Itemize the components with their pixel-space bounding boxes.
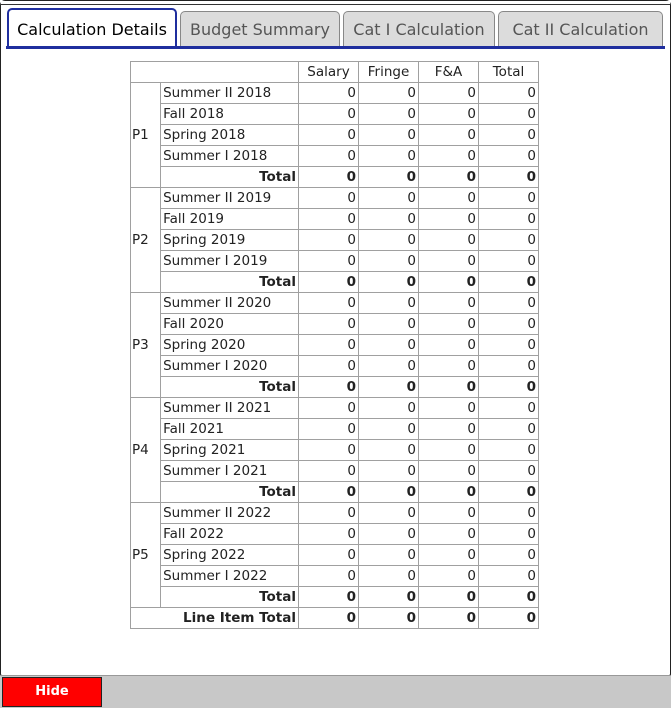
- group-total-value: 0: [479, 377, 539, 398]
- value-cell: 0: [299, 356, 359, 377]
- period-label: Spring 2019: [161, 230, 299, 251]
- value-cell: 0: [359, 230, 419, 251]
- value-cell: 0: [419, 104, 479, 125]
- group-total-value: 0: [299, 377, 359, 398]
- period-label: Fall 2021: [161, 419, 299, 440]
- value-cell: 0: [299, 398, 359, 419]
- header-blank-cell: [131, 62, 299, 83]
- value-cell: 0: [479, 419, 539, 440]
- period-group-label: P4: [131, 398, 161, 503]
- value-cell: 0: [479, 503, 539, 524]
- table-row: [131, 419, 539, 440]
- period-group-label: P5: [131, 503, 161, 608]
- group-total-row: [131, 272, 539, 293]
- column-header-fa: F&A: [419, 62, 479, 83]
- value-cell: 0: [419, 125, 479, 146]
- value-cell: 0: [479, 440, 539, 461]
- value-cell: 0: [419, 251, 479, 272]
- value-cell: 0: [359, 398, 419, 419]
- value-cell: 0: [359, 209, 419, 230]
- group-total-row: [131, 377, 539, 398]
- table-row: [131, 230, 539, 251]
- value-cell: 0: [419, 335, 479, 356]
- group-total-row: [131, 167, 539, 188]
- column-header-salary: Salary: [299, 62, 359, 83]
- hide-button[interactable]: Hide: [2, 677, 102, 707]
- tab-cat-ii-calculation[interactable]: Cat II Calculation: [498, 11, 663, 46]
- value-cell: 0: [299, 251, 359, 272]
- column-header-fringe: Fringe: [359, 62, 419, 83]
- group-total-value: 0: [419, 587, 479, 608]
- column-header-total: Total: [479, 62, 539, 83]
- group-total-value: 0: [359, 482, 419, 503]
- value-cell: 0: [299, 293, 359, 314]
- value-cell: 0: [299, 335, 359, 356]
- table-header-row: [131, 62, 539, 83]
- value-cell: 0: [419, 398, 479, 419]
- group-total-value: 0: [299, 272, 359, 293]
- value-cell: 0: [359, 503, 419, 524]
- table-row: [131, 398, 539, 419]
- table-row: [131, 356, 539, 377]
- table-row: [131, 146, 539, 167]
- value-cell: 0: [359, 545, 419, 566]
- group-total-value: 0: [359, 587, 419, 608]
- line-item-total-value: 0: [479, 608, 539, 629]
- value-cell: 0: [419, 419, 479, 440]
- group-total-value: 0: [479, 167, 539, 188]
- period-group-label: P3: [131, 293, 161, 398]
- group-total-value: 0: [299, 482, 359, 503]
- group-total-label: Total: [161, 272, 299, 293]
- tab-bar: [1, 1, 670, 47]
- table-row: [131, 503, 539, 524]
- tab-cat-i-calculation[interactable]: Cat I Calculation: [343, 11, 495, 46]
- period-label: Spring 2018: [161, 125, 299, 146]
- value-cell: 0: [299, 440, 359, 461]
- value-cell: 0: [359, 251, 419, 272]
- group-total-label: Total: [161, 167, 299, 188]
- table-row: [131, 251, 539, 272]
- period-label: Summer II 2022: [161, 503, 299, 524]
- table-row: [131, 125, 539, 146]
- value-cell: 0: [299, 566, 359, 587]
- group-total-row: [131, 482, 539, 503]
- value-cell: 0: [479, 230, 539, 251]
- value-cell: 0: [299, 524, 359, 545]
- value-cell: 0: [299, 314, 359, 335]
- value-cell: 0: [359, 314, 419, 335]
- tab-bar-top-border: [1, 4, 670, 5]
- value-cell: 0: [419, 524, 479, 545]
- value-cell: 0: [299, 146, 359, 167]
- value-cell: 0: [299, 461, 359, 482]
- value-cell: 0: [419, 314, 479, 335]
- table-row: [131, 566, 539, 587]
- value-cell: 0: [479, 125, 539, 146]
- value-cell: 0: [359, 440, 419, 461]
- table-row: [131, 314, 539, 335]
- tab-bar-underline: [6, 46, 665, 49]
- group-total-value: 0: [359, 167, 419, 188]
- period-label: Summer I 2022: [161, 566, 299, 587]
- table-row: [131, 188, 539, 209]
- line-item-total-value: 0: [359, 608, 419, 629]
- table-row: [131, 545, 539, 566]
- group-total-value: 0: [419, 377, 479, 398]
- period-label: Fall 2022: [161, 524, 299, 545]
- value-cell: 0: [479, 356, 539, 377]
- period-label: Fall 2019: [161, 209, 299, 230]
- value-cell: 0: [299, 104, 359, 125]
- value-cell: 0: [419, 83, 479, 104]
- value-cell: 0: [479, 524, 539, 545]
- value-cell: 0: [359, 83, 419, 104]
- period-label: Summer II 2021: [161, 398, 299, 419]
- value-cell: 0: [419, 356, 479, 377]
- group-total-value: 0: [479, 587, 539, 608]
- group-total-value: 0: [299, 167, 359, 188]
- value-cell: 0: [299, 125, 359, 146]
- value-cell: 0: [419, 209, 479, 230]
- group-total-value: 0: [359, 272, 419, 293]
- value-cell: 0: [359, 146, 419, 167]
- value-cell: 0: [479, 146, 539, 167]
- value-cell: 0: [419, 188, 479, 209]
- calculation-details-table: [130, 61, 539, 629]
- period-label: Spring 2021: [161, 440, 299, 461]
- group-total-label: Total: [161, 587, 299, 608]
- table-row: [131, 461, 539, 482]
- group-total-label: Total: [161, 482, 299, 503]
- value-cell: 0: [479, 566, 539, 587]
- value-cell: 0: [419, 566, 479, 587]
- value-cell: 0: [479, 461, 539, 482]
- period-label: Spring 2022: [161, 545, 299, 566]
- line-item-total-value: 0: [419, 608, 479, 629]
- line-item-total-row: [131, 608, 539, 629]
- group-total-value: 0: [479, 482, 539, 503]
- value-cell: 0: [419, 440, 479, 461]
- value-cell: 0: [419, 545, 479, 566]
- value-cell: 0: [299, 209, 359, 230]
- value-cell: 0: [479, 335, 539, 356]
- group-total-row: [131, 587, 539, 608]
- footer-bar: [0, 675, 671, 708]
- period-label: Summer I 2018: [161, 146, 299, 167]
- value-cell: 0: [359, 419, 419, 440]
- table-row: [131, 293, 539, 314]
- period-group-label: P2: [131, 188, 161, 293]
- value-cell: 0: [359, 356, 419, 377]
- value-cell: 0: [299, 545, 359, 566]
- value-cell: 0: [359, 293, 419, 314]
- value-cell: 0: [479, 209, 539, 230]
- value-cell: 0: [419, 293, 479, 314]
- group-total-value: 0: [419, 272, 479, 293]
- tab-calculation-details[interactable]: Calculation Details: [7, 8, 177, 46]
- value-cell: 0: [479, 314, 539, 335]
- group-total-value: 0: [299, 587, 359, 608]
- period-label: Fall 2020: [161, 314, 299, 335]
- value-cell: 0: [419, 230, 479, 251]
- value-cell: 0: [299, 503, 359, 524]
- table-body: [131, 83, 539, 629]
- table-row: [131, 104, 539, 125]
- value-cell: 0: [479, 293, 539, 314]
- group-total-label: Total: [161, 377, 299, 398]
- table-row: [131, 209, 539, 230]
- value-cell: 0: [479, 545, 539, 566]
- table-row: [131, 335, 539, 356]
- value-cell: 0: [359, 566, 419, 587]
- table-row: [131, 83, 539, 104]
- period-label: Summer I 2019: [161, 251, 299, 272]
- period-label: Fall 2018: [161, 104, 299, 125]
- period-label: Summer I 2021: [161, 461, 299, 482]
- period-label: Summer I 2020: [161, 356, 299, 377]
- value-cell: 0: [479, 83, 539, 104]
- group-total-value: 0: [419, 167, 479, 188]
- line-item-total-label: Line Item Total: [131, 608, 299, 629]
- value-cell: 0: [299, 188, 359, 209]
- value-cell: 0: [359, 104, 419, 125]
- value-cell: 0: [419, 461, 479, 482]
- period-label: Spring 2020: [161, 335, 299, 356]
- value-cell: 0: [299, 83, 359, 104]
- period-group-label: P1: [131, 83, 161, 188]
- table-row: [131, 524, 539, 545]
- period-label: Summer II 2019: [161, 188, 299, 209]
- value-cell: 0: [479, 398, 539, 419]
- table-row: [131, 440, 539, 461]
- value-cell: 0: [359, 335, 419, 356]
- period-label: Summer II 2020: [161, 293, 299, 314]
- value-cell: 0: [359, 125, 419, 146]
- tab-budget-summary[interactable]: Budget Summary: [180, 11, 340, 46]
- value-cell: 0: [359, 461, 419, 482]
- group-total-value: 0: [479, 272, 539, 293]
- value-cell: 0: [359, 524, 419, 545]
- value-cell: 0: [299, 419, 359, 440]
- value-cell: 0: [359, 188, 419, 209]
- group-total-value: 0: [419, 482, 479, 503]
- value-cell: 0: [419, 146, 479, 167]
- group-total-value: 0: [359, 377, 419, 398]
- period-label: Summer II 2018: [161, 83, 299, 104]
- value-cell: 0: [299, 230, 359, 251]
- value-cell: 0: [479, 104, 539, 125]
- value-cell: 0: [479, 188, 539, 209]
- value-cell: 0: [419, 503, 479, 524]
- line-item-total-value: 0: [299, 608, 359, 629]
- value-cell: 0: [479, 251, 539, 272]
